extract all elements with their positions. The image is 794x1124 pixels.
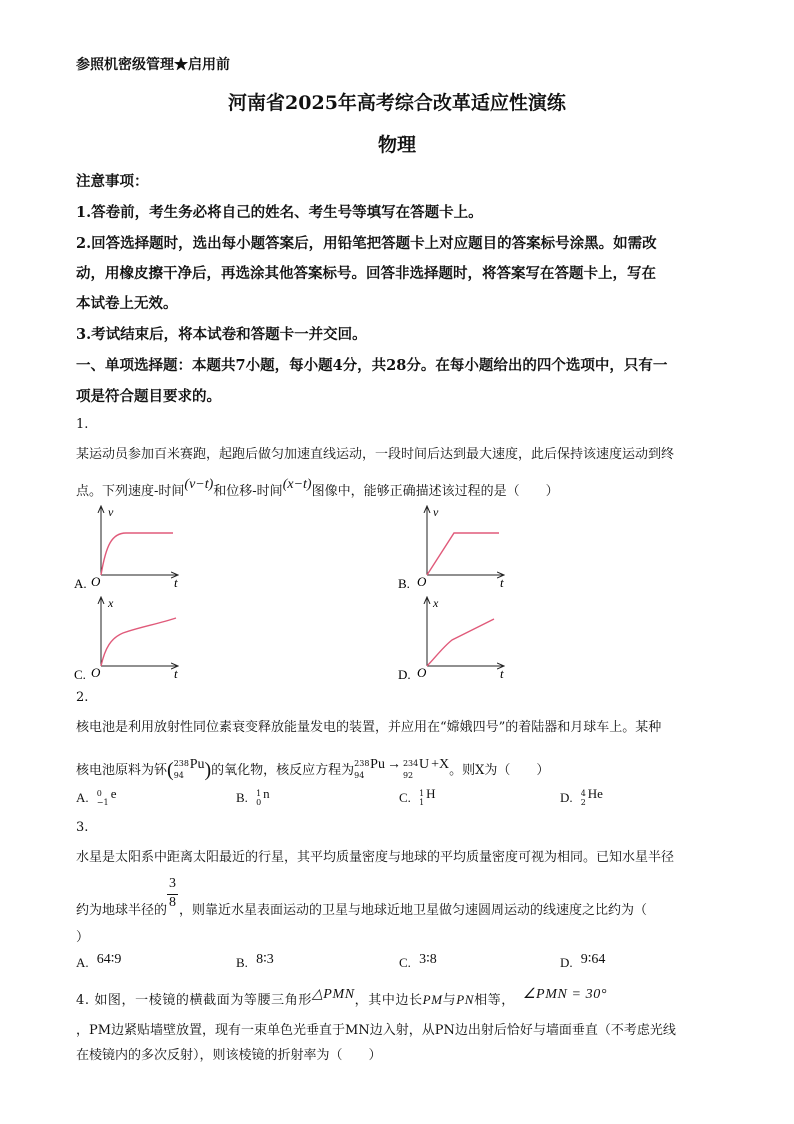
section-1-line-1: 一、单项选择题：本题共7小题，每小题4分，共28分。在每小题给出的四个选项中，只有一 — [76, 357, 668, 374]
graph-b-xaxis: t — [500, 575, 504, 590]
notes-heading: 注意事项： — [76, 173, 149, 190]
graph-d-origin: O — [417, 665, 427, 680]
q4-line-3: 在棱镜内的多次反射），则该棱镜的折射率为（ ） — [76, 1048, 382, 1063]
section-1-line-2: 项是符合题目要求的。 — [76, 388, 221, 405]
q1-xt: (x−t) — [282, 477, 312, 492]
pu-symbol: Pu — [189, 757, 205, 772]
subject-title: 物理 — [377, 134, 416, 156]
q1-line-2 — [76, 477, 559, 500]
pu-charge: 94 — [173, 770, 184, 780]
q2-line-2: 核电池原料为钚( 238 94 Pu)的氧化物，核反应方程为 238 94 Pu → 234 92 U +X。则X为（ ） — [76, 757, 550, 781]
q2-number: 2. — [76, 690, 89, 705]
q2-line-2-a: 核电池原料为钚 — [76, 763, 168, 778]
q3-line-2 — [76, 875, 648, 918]
q1-line-2-c: 图像中，能够正确描述该过程的是（ ） — [311, 484, 559, 499]
u-mass: 234 — [402, 758, 419, 768]
u-charge: 92 — [402, 770, 414, 780]
fraction-denominator: 8 — [169, 894, 177, 910]
q3-line-3: ） — [76, 930, 90, 945]
q4-pm: PM — [422, 992, 443, 1007]
graph-c-yaxis: x — [108, 596, 114, 610]
q1-line-1: 某运动员参加百米赛跑，起跑后做匀加速直线运动，一段时间后达到最大速度，此后保持该速度运动到终 — [76, 447, 675, 462]
q2-option-d[interactable]: D. 4 2 He — [560, 786, 603, 807]
graph-option-d — [398, 596, 504, 682]
page-title: 河南省2025年高考综合改革适应性演练 — [228, 92, 566, 114]
q4-line-1-b: ，其中边长 — [354, 993, 423, 1008]
graph-b-yaxis: v — [433, 505, 439, 519]
q3-option-d[interactable]: D. 9∶64 — [560, 952, 606, 970]
q2-option-c[interactable]: C. 1 1 H — [399, 786, 436, 807]
q4-line-1-a: 4. 如图，一棱镜的横截面为等腰三角形 — [76, 993, 312, 1008]
q3-line-2-b: ，则靠近水星表面运动的卫星与地球近地卫星做匀速圆周运动的线速度之比约为（ — [179, 903, 648, 918]
q4-angle: ∠PMN = 30° — [522, 987, 608, 1002]
graph-a-xaxis: t — [174, 575, 178, 590]
graph-b-origin: O — [417, 574, 427, 589]
q3-number: 3. — [76, 820, 89, 835]
q4-line-2: ，PM边紧贴墙壁放置，现有一束单色光垂直于MN边入射，从PN边出射后恰好与墙面垂直（不考虑光线 — [76, 1023, 676, 1038]
notes-item-2-line-2: 动，用橡皮擦干净后，再选涂其他答案标号。回答非选择题时，将答案写在答题卡上，写在 — [76, 265, 656, 282]
graph-d-xaxis: t — [500, 666, 504, 681]
q4-line-1 — [76, 989, 607, 1009]
graph-c-label: C. — [74, 667, 86, 682]
q2-line-2-c: 。则X为（ ） — [449, 763, 550, 778]
graph-option-a — [74, 505, 178, 591]
graph-a-label: A. — [74, 576, 87, 591]
notes-item-2-line-3: 本试卷上无效。 — [76, 295, 178, 312]
notes-item-3: 3.考试结束后，将本试卷和答题卡一并交回。 — [76, 326, 367, 343]
q2-option-b[interactable]: B. 1 0 n — [236, 786, 270, 807]
pu-mass: 238 — [173, 758, 189, 768]
q2-line-2-b: 的氧化物，核反应方程为 — [211, 763, 355, 778]
q2-option-a[interactable]: A. 0 −1 e — [76, 786, 117, 807]
pu-mass-2: 238 — [354, 758, 370, 768]
graph-option-c — [74, 596, 178, 682]
q4-line-1-d: 相等， — [474, 993, 515, 1008]
plus-x: +X — [431, 757, 450, 772]
q1-vt: (v−t) — [184, 477, 214, 492]
notes-item-2-line-1: 2.回答选择题时，选出每小题答案后，用铅笔把答题卡上对应题目的答案标号涂黑。如需改 — [76, 235, 657, 252]
q1-line-2-b: 和位移-时间 — [213, 484, 283, 499]
q3-line-1: 水星是太阳系中距离太阳最近的行星，其平均质量密度与地球的平均质量密度可视为相同。已知水星半径 — [76, 850, 675, 865]
pu-symbol-2: Pu — [370, 757, 385, 772]
graph-a-origin: O — [91, 574, 101, 589]
q3-option-b[interactable]: B. 8∶3 — [236, 952, 274, 970]
graph-a-yaxis: v — [108, 505, 114, 519]
q4-line-1-c: 与 — [442, 993, 457, 1008]
q4-triangle: △PMN — [311, 987, 355, 1002]
graph-b-label: B. — [398, 576, 410, 591]
graph-d-yaxis: x — [433, 596, 439, 610]
u-symbol: U — [418, 757, 430, 772]
pu-charge-2: 94 — [354, 770, 365, 780]
q2-line-1: 核电池是利用放射性同位素衰变释放能量发电的装置，并应用在“嫦娥四号”的着陆器和月球车上。某种 — [76, 720, 662, 735]
q4-pn: PN — [456, 992, 475, 1007]
notes-item-1: 1.答卷前，考生务必将自己的姓名、考生号等填写在答题卡上。 — [76, 204, 483, 221]
q1-line-2-a: 点。下列速度-时间 — [76, 484, 185, 499]
graph-c-origin: O — [91, 665, 101, 680]
q1-number: 1. — [76, 417, 89, 432]
reaction-arrow: → — [386, 757, 401, 772]
q3-option-a[interactable]: A. 64∶9 — [76, 952, 122, 970]
q3-line-2-a: 约为地球半径的 — [76, 903, 168, 918]
confidential-label: 参照机密级管理★启用前 — [76, 57, 230, 73]
graph-d-label: D. — [398, 667, 411, 682]
q3-fraction — [167, 875, 179, 918]
graph-c-xaxis: t — [174, 666, 178, 681]
q3-option-c[interactable]: C. 3∶8 — [399, 952, 437, 970]
graph-option-b — [398, 505, 504, 591]
q1-graphs — [70, 500, 730, 690]
fraction-numerator: 3 — [169, 875, 177, 891]
